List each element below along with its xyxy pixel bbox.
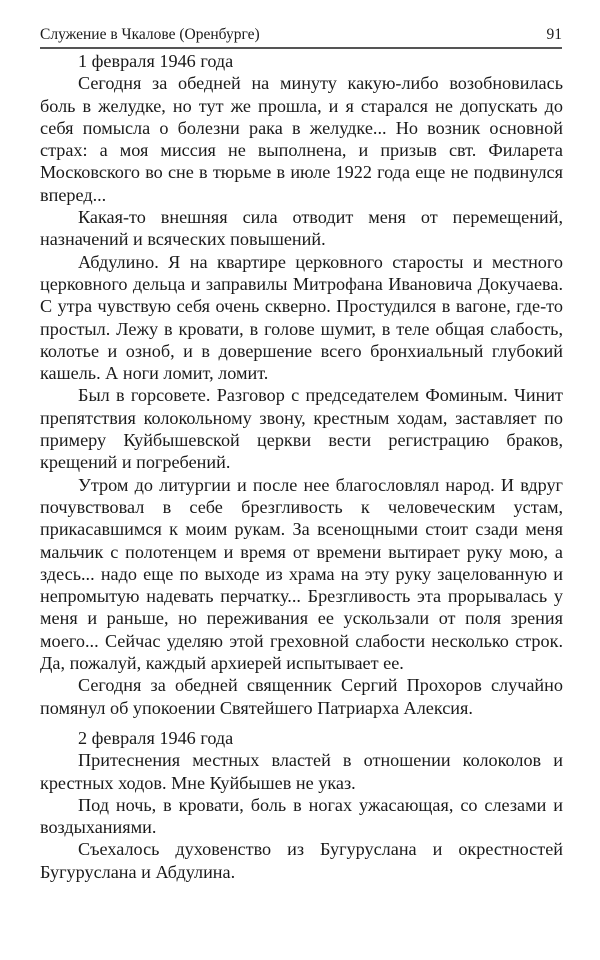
entry-date: 2 февраля 1946 года bbox=[78, 727, 234, 748]
paragraph: Под ночь, в кровати, боль в ногах ужасающая, со слезами и воздыханиями. bbox=[40, 794, 563, 838]
paragraph: Съехалось духовенство из Бугуруслана и окрестностей Бугуруслана и Абдулина. bbox=[40, 839, 563, 882]
chapter-title: Служение в Чкалове (Оренбурге) bbox=[40, 26, 260, 43]
entry-date: 1 февраля 1946 года bbox=[78, 51, 234, 71]
paragraph: Притеснения местных властей в отношении колоколов и крестных ходов. Мне Куйбышев не указ. bbox=[40, 750, 563, 793]
paragraph: Был в горсовете. Разговор с председателем Фоминым. Чинит препятствия колокольному звону, крестным ходам, заставляет по примеру Куйбышевской церкви вести регистрацию браков, крещений и погребений. bbox=[40, 385, 563, 473]
page-number: 91 bbox=[546, 26, 562, 43]
paragraph: Абдулино. Я на квартире церковного старосты и местного церковного дельца и заправилы Митрофана Ивановича Докучаева. С утра чувствую себя очень скверно. Простудился в вагоне, где-то простыл. Лежу в кровати, в голове шумит, в теле общая слабость, колотье и озноб, и в довершение всего бронхиальный глубокий кашель. А ноги ломит, ломит. bbox=[40, 251, 563, 384]
paragraph: Какая-то внешняя сила отводит меня от перемещений, назначений и всяческих повышений. bbox=[40, 207, 563, 250]
paragraph: Утром до литургии и после нее благословлял народ. И вдруг почувствовал в себе брезгливость к человеческим устам, прикасавшимся к моим рукам. За всенощными стоит сзади меня мальчик с полотенцем и время от времени вытирает руку мою, а здесь... надо еще по выходе из храма на эту руку зацелованную и непромытую надевать перчатку... Брезгливость эта прорывалась у меня и раньше, но переживания ее ускользали от поля зрения моего... Сейчас уделяю этой греховной слабости несколько строк. Да, пожалуй, каждый архиерей испытывает ее. bbox=[40, 474, 563, 674]
paragraph: Сегодня за обедней священник Сергий Прохоров случайно помянул об упокоении Святейшего Патриарха Алексия. bbox=[40, 675, 563, 718]
page-body bbox=[40, 50, 563, 883]
running-head bbox=[40, 18, 562, 49]
paragraph: Сегодня за обедней на минуту какую-либо возобновилась боль в желудке, но тут же прошла, и я старался не допускать до себя помысла о болезни рака в желудке... Но возник основной страх: а моя миссия не выполнена, и призыв свт. Филарета Московского во сне в тюрьме в июле 1922 года еще не подвинулся вперед... bbox=[40, 73, 563, 205]
